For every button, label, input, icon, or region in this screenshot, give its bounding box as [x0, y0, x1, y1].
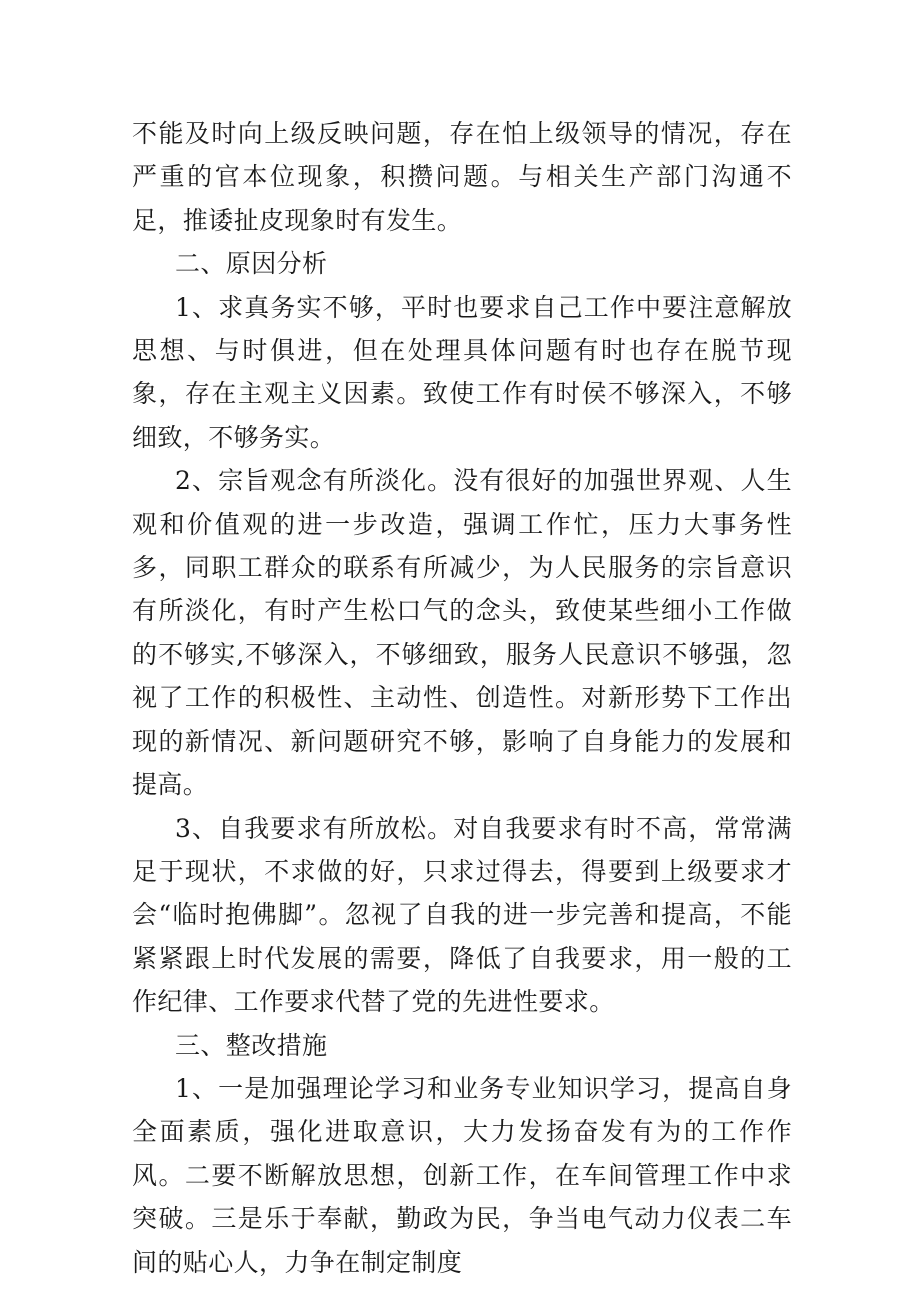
document-page [132, 112, 792, 1284]
paragraph-cause-1: 1、求真务实不够，平时也要求自己工作中要注意解放思想、与时俱进，但在处理具体问题有时也存在脱节现象，存在主观主义因素。致使工作有时侯不够深入，不够细致，不够务实。 [132, 292, 792, 452]
section-heading-cause-analysis: 二、原因分析 [175, 249, 328, 279]
paragraph-cause-3: 3、自我要求有所放松。对自我要求有时不高，常常满足于现状，不求做的好，只求过得去，得要到上级要求才会“临时抱佛脚”。忽视了自我的进一步完善和提高，不能紧紧跟上时代发展的需要，降低了自我要求，用一般的工作纪律、工作要求代替了党的先进性要求。 [132, 813, 792, 1017]
paragraph-measure-1: 1、一是加强理论学习和业务专业知识学习，提高自身全面素质，强化进取意识，大力发扬奋发有为的工作作风。二要不断解放思想，创新工作，在车间管理工作中求突破。三是乐于奉献，勤政为民，争当电气动力仪表二车间的贴心人，力争在制定制度 [132, 1073, 792, 1277]
section-heading-rectification: 三、整改措施 [175, 1030, 328, 1060]
paragraph-continuation: 不能及时向上级反映问题，存在怕上级领导的情况，存在严重的官本位现象，积攒问题。与相关生产部门沟通不足，推诿扯皮现象时有发生。 [132, 119, 792, 235]
paragraph-cause-2: 2、宗旨观念有所淡化。没有很好的加强世界观、人生观和价值观的进一步改造，强调工作忙，压力大事务性多，同职工群众的联系有所减少，为人民服务的宗旨意识有所淡化，有时产生松口气的念头，致使某些细小工作做的不够实,不够深入，不够细致，服务人民意识不够强，忽视了工作的积极性、主动性、创造性。对新形势下工作出现的新情况、新问题研究不够，影响了自身能力的发展和提高。 [132, 466, 792, 800]
